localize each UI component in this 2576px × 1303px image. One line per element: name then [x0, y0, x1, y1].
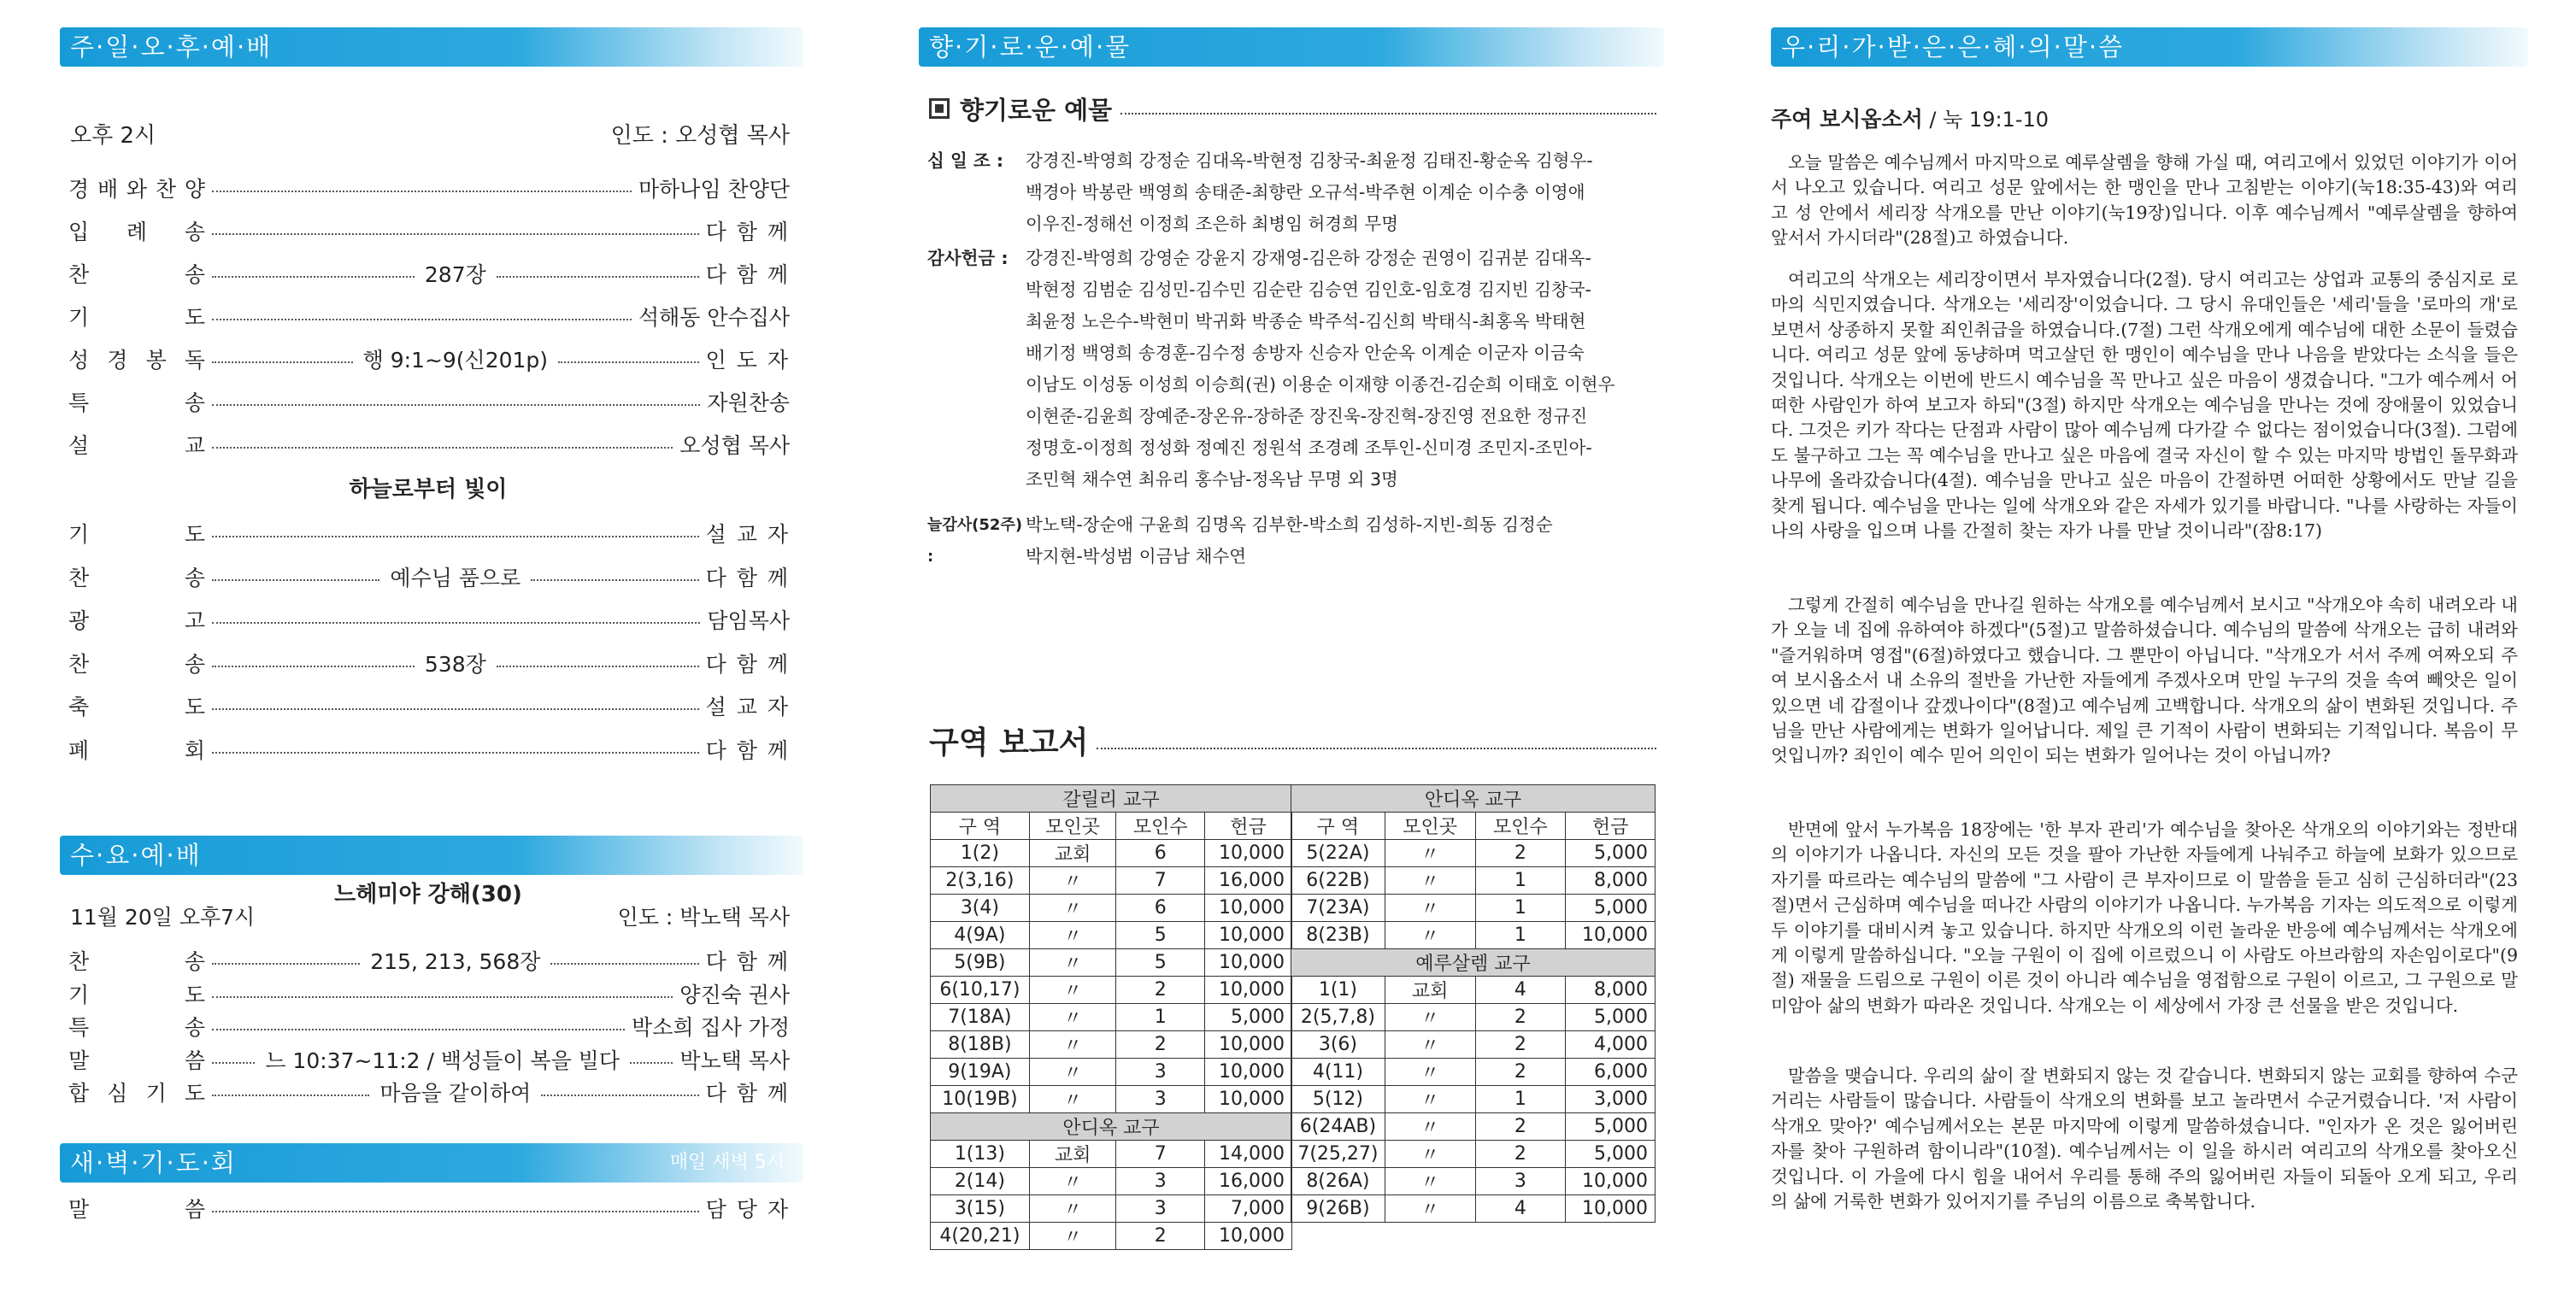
table-row: [1291, 1031, 1656, 1059]
table-cell: 〃: [1385, 1031, 1475, 1059]
table-cell: 4: [1475, 977, 1566, 1004]
square-bullet-icon: [929, 98, 950, 119]
offering-names-line: 강경진-박영희 강영순 강윤지 강재영-김은하 강정순 권영이 김귀분 김대옥-: [1026, 248, 1591, 268]
order-row: [68, 513, 790, 554]
table-cell: 〃: [1029, 1004, 1116, 1031]
table-row: [1291, 1086, 1656, 1113]
offering-names-line: 박현정 김범순 김성민-김수민 김순란 김승연 김인호-임호경 김지빈 김창국-: [1026, 279, 1591, 300]
order-item-person: 오성협 목사: [679, 433, 790, 458]
table-row: [1291, 867, 1656, 895]
order-item-detail: 마음을 같이하여: [379, 1081, 532, 1106]
order-item-label: 성 경 봉 독: [68, 348, 205, 373]
order-row: [68, 643, 790, 684]
order-row: [68, 210, 790, 251]
order-item-person: 다 함 께: [705, 738, 790, 763]
order-item-label: 찬 송: [68, 262, 205, 287]
table-cell: 3: [1116, 1086, 1205, 1113]
table-cell: 4,000: [1566, 1031, 1656, 1059]
table-cell: 5,000: [1566, 895, 1656, 922]
table-cell: 〃: [1385, 867, 1475, 895]
dotted-leader: [212, 963, 360, 965]
district-report-table-left: [930, 784, 1292, 1250]
dotted-leader: [212, 404, 700, 406]
table-cell: 3: [1116, 1195, 1205, 1223]
order-item-person: 박노택 목사: [679, 1048, 791, 1073]
table-row: [1291, 1168, 1656, 1195]
offering-names-line: 강경진-박영희 강정순 김대옥-박현정 김창국-최윤정 김태진-황순옥 김형우-: [1026, 150, 1593, 171]
table-cell: 3(4): [931, 895, 1030, 922]
order-row: [68, 167, 790, 208]
table-cell: 8(23B): [1291, 922, 1385, 949]
order-item-detail: 행 9:1~9(신201p): [362, 348, 549, 373]
table-row: [1291, 922, 1656, 949]
dotted-leader: [630, 1062, 673, 1064]
table-header-row: [1291, 813, 1656, 840]
offering-group: [927, 243, 1656, 496]
table-cell: 14,000: [1205, 1141, 1292, 1168]
dotted-leader: [212, 708, 699, 710]
dotted-leader: [212, 622, 700, 624]
dotted-leader: [212, 1029, 625, 1030]
table-cell: 10,000: [1205, 1059, 1292, 1086]
table-cell: 10,000: [1566, 1168, 1656, 1195]
order-item-person: 담임목사: [707, 608, 790, 634]
table-cell: 〃: [1029, 949, 1116, 977]
order-item-person: 인 도 자: [705, 348, 791, 373]
table-cell: 2(3,16): [931, 867, 1030, 895]
table-cell: 〃: [1385, 1141, 1475, 1168]
table-cell: 5(12): [1291, 1086, 1385, 1113]
table-cell: 10,000: [1205, 895, 1292, 922]
order-row: [68, 424, 790, 465]
table-cell: 16,000: [1205, 1168, 1292, 1195]
table-cell: 5,000: [1566, 1004, 1656, 1031]
offering-group: [927, 145, 1656, 240]
offering-group-label: 늘감사(52주) :: [927, 516, 1023, 566]
table-row: [931, 895, 1292, 922]
offering-names: [1026, 243, 1656, 496]
district-name: 안디옥 교구: [931, 1113, 1292, 1141]
order-item-label: 기 도: [68, 982, 205, 1007]
dotted-leader: [212, 579, 379, 581]
offerings-column: [919, 0, 1656, 1303]
sunday-banner-text: 주·일·오·후·예·배: [70, 32, 273, 62]
dotted-leader: [212, 319, 632, 320]
table-cell: 7(18A): [931, 1004, 1030, 1031]
table-cell: 6: [1116, 895, 1205, 922]
order-row: [68, 338, 790, 379]
table-cell: 7: [1116, 867, 1205, 895]
offering-names-line: 이우진-정해선 이정희 조은하 최병임 허경희 무명: [1026, 214, 1399, 234]
sermon-reference: / 눅 19:1-10: [1922, 108, 2050, 132]
table-cell: 6,000: [1566, 1059, 1656, 1086]
column-header: 구 역: [931, 813, 1030, 840]
table-cell: 1(2): [931, 840, 1030, 867]
sunday-sermon-subtitle: 하늘로부터 빛이: [349, 477, 508, 502]
sermon-paragraph: 여리고의 삭개오는 세리장이면서 부자였습니다(2절). 당시 여리고는 상업과 교통의 중심지로 로마의 식민지였습니다. 삭개오는 '세리장'이었습니다. 그 당시 유대인들은 '세리'들을 '로마의 개'로 보면서 상종하지 못할 죄인취급을 하였습니다.(7절) 그런 삭개오에게 예수님에 대한 소문이 들렸습니다. 여리고 성문 앞에 동냥하며 먹고살던 한 맹인이 예수님을 만나 나음을 받았다는 소식을 들은 것입니다. 삭개오는 이번에 반드시 예수님을 꼭 만나고 싶은 마음이 생겼습니다. "그가 예수께서 어떠한 사람인가 하여 보고자 하되"(3절) 하지만 삭개오는 예수님을 만나는 것에 장애물이 있었습니다. 그것은 키가 작다는 단점과 사람이 많아 예수님께 다가갈 수 없다는 점이었습니다(3절). 그럼에도 불구하고 그는 꼭 예수님을 만나고 싶은 마음에 결국 자신이 할 수 있는 마지막 방법인 돌무화과나무에 올라갔습니다(4절). 예수님을 만나고 싶은 마음이 간절하면 어떠한 상황에서도 만날 길을 찾게 됩니다. 예수님을 만나는 일에 삭개오와 같은 자세가 있기를 바랍니다. "나를 사랑하는 자들이 나의 사랑을 입으며 나를 간절히 찾는 자가 나를 만날 것이니라"(잠8:17): [1771, 269, 2518, 542]
table-cell: 6: [1116, 840, 1205, 867]
table-cell: 16,000: [1205, 867, 1292, 895]
table-cell: 10,000: [1205, 977, 1292, 1004]
order-item-person: 담 당 자: [705, 1197, 790, 1222]
sermon-title-text: 주여 보시옵소서: [1771, 107, 1923, 132]
dotted-leader: [531, 579, 698, 581]
grace-banner: [1771, 27, 2528, 67]
dotted-leader: [212, 1095, 369, 1096]
grace-banner-text: 우·리·가·받·은·은·혜·의·말·씀: [1781, 32, 2125, 62]
dotted-leader: [212, 666, 415, 667]
order-item-label: 말 씀: [68, 1197, 205, 1222]
table-cell: 〃: [1385, 840, 1475, 867]
table-cell: 〃: [1029, 1059, 1116, 1086]
sermon-column: [1771, 0, 2518, 1303]
table-cell: 〃: [1029, 922, 1116, 949]
table-cell: 〃: [1385, 922, 1475, 949]
order-item-label: 찬 송: [68, 949, 205, 974]
wednesday-leader: 인도 : 박노택 목사: [617, 905, 790, 930]
table-cell: 7(23A): [1291, 895, 1385, 922]
table-cell: 2: [1116, 977, 1205, 1004]
column-header: 헌금: [1205, 813, 1292, 840]
table-row: [931, 1195, 1292, 1223]
table-row: [931, 1004, 1292, 1031]
table-cell: 3(6): [1291, 1031, 1385, 1059]
order-row: [68, 685, 790, 726]
table-cell: 5(9B): [931, 949, 1030, 977]
table-row: [931, 977, 1292, 1004]
table-cell: 1: [1475, 867, 1566, 895]
order-row: [68, 381, 790, 422]
sermon-paragraph: 말씀을 맺습니다. 우리의 삶이 잘 변화되지 않는 것 같습니다. 변화되지 않는 교회를 향하여 수군거리는 사람들이 많습니다. 사람들이 삭개오의 변화를 보고 놀라면서 수군거렸습니다. '저 사람이 삭개오 맞아?' 예수님께서오는 본문 마지막에 이렇게 말씀하셨습니다. "인자가 온 것은 잃어버린 자를 찾아 구원하려 함이니라"(10절). 예수님께서는 이 일을 하시러 여리고의 삭개오를 찾아오신 것입니다. 이 가을에 다시 힘을 내어서 우리를 통해 주의 잃어버린 자들이 되돌아 오게 되고, 우리의 삶에 거룩한 변화가 있어지기를 주님의 이름으로 축복합니다.: [1771, 1065, 2518, 1212]
order-item-label: 경 배 와 찬 양: [68, 177, 205, 202]
offering-names-line: 정명호-이정희 정성화 정예진 정원석 조경례 조투인-신미경 조민지-조민아-: [1026, 437, 1592, 458]
order-item-person: 마하나임 찬양단: [638, 177, 790, 202]
order-row: [68, 296, 790, 337]
dotted-leader: [1097, 748, 1656, 749]
offering-group-label: 십 일 조 :: [927, 150, 1004, 171]
table-cell: 9(19A): [931, 1059, 1030, 1086]
sermon-paragraph: 그렇게 간절히 예수님을 만나길 원하는 삭개오를 예수님께서 보시고 "삭개오야 속히 내려오라 내가 오늘 네 집에 유하여야 하겠다"(5절)고 말씀하셨습니다. 예수님의 말씀에 삭개오는 급히 내려와 "즐거워하며 영접"(6절)하였다고 했습니다. 그 뿐만이 아닙니다. "삭개오가 서서 주께 여짜오되 주여 보시옵소서 내 소유의 절반을 가난한 자들에게 주겠사오며 만일 누구의 것을 속여 빼앗은 일이 있으면 네 갑절이나 갚겠나이다"(8절)고 예수님께 고백합니다. 삭개오의 삶이 변화된 것입니다. 주님을 만난 사람에게는 변화가 일어납니다. 제일 큰 기적이 사람이 변화되는 기적입니다. 복음이 무엇입니까? 죄인이 예수 믿어 의인이 되는 변화가 일어나는 것이 아닙니까?: [1771, 595, 2518, 766]
table-row: [1291, 1141, 1656, 1168]
table-cell: 6(22B): [1291, 867, 1385, 895]
table-cell: 〃: [1029, 1031, 1116, 1059]
table-cell: 5: [1116, 949, 1205, 977]
table-cell: 〃: [1385, 1004, 1475, 1031]
table-cell: 7,000: [1205, 1195, 1292, 1223]
offerings-banner: [919, 27, 1664, 67]
table-row: [1291, 895, 1656, 922]
table-cell: 교회: [1029, 1141, 1116, 1168]
wednesday-banner-text: 수·요·예·배: [70, 841, 202, 870]
order-item-person: 석해동 안수집사: [638, 305, 790, 330]
dawn-banner-text: 새·벽·기·도·회: [70, 1148, 237, 1177]
district-report-table-right: [1291, 784, 1656, 1223]
table-cell: 교회: [1029, 840, 1116, 867]
table-cell: 8,000: [1566, 867, 1656, 895]
table-cell: 10,000: [1205, 949, 1292, 977]
offering-names: [1026, 509, 1656, 572]
table-row: [931, 949, 1292, 977]
offering-names-line: 박노택-장순애 구윤희 김명옥 김부한-박소희 김성하-지빈-희동 김정순: [1026, 514, 1553, 535]
offerings-banner-text: 향·기·로·운·예·물: [929, 32, 1132, 62]
table-cell: 4: [1475, 1195, 1566, 1223]
dotted-leader: [212, 191, 632, 192]
table-cell: 3,000: [1566, 1086, 1656, 1113]
table-cell: 1: [1475, 895, 1566, 922]
table-cell: 3: [1116, 1168, 1205, 1195]
table-cell: 3: [1475, 1168, 1566, 1195]
order-item-person: 설 교 자: [705, 695, 790, 720]
order-row: [68, 729, 790, 770]
dawn-banner-time: 매일 새벽 5시: [669, 1152, 785, 1173]
table-cell: 5,000: [1566, 1141, 1656, 1168]
sermon-paragraph: 반면에 앞서 누가복음 18장에는 '한 부자 관리'가 예수님을 찾아온 삭개오의 이야기와는 정반대의 이야기가 나옵니다. 자신의 모든 것을 팔아 가난한 자들에게 나눠주고 하늘에 보화가 있으므로 자기를 따르라는 예수님의 말씀에 "그 사람이 큰 부자이므로 이 말씀을 듣고 심히 근심하더라"(23절)면서 근심하며 예수님을 떠나간 사람의 이야기가 나옵니다. 누가복음 기자는 의도적으로 이렇게 두 이야기를 대비시켜 놓고 있습니다. 하지만 삭개오의 이런 놀라운 반응에 예수님께서는 삭개오에게 이렇게 말씀하십니다. "오늘 구원이 이 집에 이르렀으니 이 사람도 아브라함의 자손임이로다"(9절) 재물을 드림으로 구원이 이른 것이 아니라 예수님을 영접함으로 구원이 이르고, 그 구원으로 말미암아 삶의 변화가 따라온 것입니다. 삭개오는 이 세상에서 가장 큰 선물을 받은 것입니다.: [1771, 819, 2518, 1016]
order-item-label: 특 송: [68, 390, 205, 415]
order-item-label: 찬 송: [68, 651, 205, 677]
order-item-label: 기 도: [68, 522, 205, 547]
table-cell: 10,000: [1205, 840, 1292, 867]
offering-names-line: 백경아 박봉란 백영희 송태준-최향란 오규석-박주현 이계순 이수충 이영애: [1026, 182, 1585, 202]
order-item-label: 찬 송: [68, 565, 205, 590]
table-cell: 〃: [1385, 1086, 1475, 1113]
district-name: 예루살렘 교구: [1291, 949, 1656, 977]
table-cell: 〃: [1385, 1195, 1475, 1223]
table-header-row: [931, 813, 1292, 840]
dawn-banner: [60, 1143, 803, 1183]
dotted-leader: [212, 276, 415, 278]
order-item-person: 다 함 께: [705, 565, 790, 590]
table-cell: 10,000: [1205, 1223, 1292, 1250]
table-row: [1291, 1195, 1656, 1223]
table-cell: 2: [1475, 840, 1566, 867]
dotted-leader: [212, 996, 673, 998]
table-cell: 8(18B): [931, 1031, 1030, 1059]
table-cell: 6(24AB): [1291, 1113, 1385, 1141]
offering-names-line: 이남도 이성동 이성희 이승희(권) 이용순 이재향 이종건-김순희 이태호 이현우: [1026, 374, 1615, 395]
table-cell: 〃: [1029, 1195, 1116, 1223]
order-item-detail: 538장: [424, 651, 486, 677]
table-row: [1291, 1004, 1656, 1031]
district-section-header: [1291, 785, 1656, 813]
table-cell: 10(19B): [931, 1086, 1030, 1113]
district-section-header: [931, 1113, 1292, 1141]
table-cell: 2: [1475, 1113, 1566, 1141]
order-row: [68, 556, 790, 597]
table-cell: 5,000: [1205, 1004, 1292, 1031]
order-item-label: 설 교: [68, 433, 205, 458]
order-item-label: 입 례 송: [68, 220, 205, 244]
order-row: [68, 1188, 790, 1229]
table-cell: 〃: [1385, 1113, 1475, 1141]
worship-column: [60, 0, 797, 1303]
table-cell: 〃: [1385, 895, 1475, 922]
table-cell: 1: [1475, 922, 1566, 949]
table-row: [931, 1031, 1292, 1059]
table-cell: 〃: [1385, 1168, 1475, 1195]
table-cell: 5,000: [1566, 1113, 1656, 1141]
table-row: [1291, 1113, 1656, 1141]
dotted-leader: [497, 666, 699, 667]
dotted-leader: [212, 1211, 699, 1212]
table-cell: 6(10,17): [931, 977, 1030, 1004]
table-cell: 2: [1475, 1141, 1566, 1168]
table-cell: 8(26A): [1291, 1168, 1385, 1195]
order-item-person: 자원찬송: [707, 390, 790, 415]
district-name: 갈릴리 교구: [931, 785, 1292, 813]
table-cell: 2(14): [931, 1168, 1030, 1195]
table-cell: 10,000: [1205, 1086, 1292, 1113]
offerings-heading: [929, 89, 1656, 128]
table-row: [931, 1223, 1292, 1250]
dotted-leader: [1120, 113, 1656, 114]
dotted-leader: [541, 1095, 698, 1096]
dotted-leader: [212, 361, 353, 363]
offering-names-line: 조민혁 채수연 최유리 홍수남-정옥남 무명 외 3명: [1026, 469, 1398, 490]
table-cell: 10,000: [1205, 1031, 1292, 1059]
offering-names: [1026, 145, 1656, 240]
table-cell: 1(13): [931, 1141, 1030, 1168]
table-row: [931, 922, 1292, 949]
table-cell: 9(26B): [1291, 1195, 1385, 1223]
table-row: [931, 1168, 1292, 1195]
order-item-detail: 느 10:37~11:2 / 백성들이 복을 빌다: [265, 1048, 620, 1073]
report-heading: [929, 716, 1656, 764]
table-cell: 5(22A): [1291, 840, 1385, 867]
order-item-person: 다 함 께: [705, 949, 791, 974]
column-header: 모인곳: [1029, 813, 1116, 840]
order-item-detail: 215, 213, 568장: [370, 949, 541, 974]
table-cell: 10,000: [1566, 922, 1656, 949]
table-cell: 1: [1116, 1004, 1205, 1031]
table-row: [931, 1086, 1292, 1113]
order-item-person: 박소희 집사 가정: [632, 1015, 790, 1040]
sunday-time: 오후 2시: [70, 123, 156, 149]
district-section-header: [1291, 949, 1656, 977]
table-cell: 5,000: [1566, 840, 1656, 867]
table-row: [1291, 840, 1656, 867]
order-row: [68, 1071, 790, 1112]
table-row: [1291, 1059, 1656, 1086]
table-cell: 1: [1475, 1086, 1566, 1113]
table-cell: 4(9A): [931, 922, 1030, 949]
column-header: 모인곳: [1385, 813, 1475, 840]
order-item-person: 다 함 께: [705, 1081, 791, 1106]
dotted-leader: [212, 1062, 255, 1064]
sermon-title: [1771, 103, 2049, 133]
order-item-label: 폐 회: [68, 738, 205, 763]
table-cell: 〃: [1385, 1059, 1475, 1086]
offering-group-label: 감사헌금 :: [927, 248, 1009, 268]
sermon-paragraph: 오늘 말씀은 예수님께서 마지막으로 예루살렘을 향해 가실 때, 여리고에서 있었던 이야기가 이어서 나오고 있습니다. 여리고 성문 앞에서는 한 맹인을 만나 고침받는 이야기(눅18:35-43)와 여리고 성 안에서 세리장 삭개오를 만난 이야기(눅19장)입니다. 이후 예수님께서 "예루살렘을 향하여 앞서서 가시더라"(28절)고 하였습니다.: [1771, 152, 2518, 249]
table-cell: 5: [1116, 922, 1205, 949]
table-cell: 2: [1475, 1004, 1566, 1031]
table-cell: 〃: [1029, 977, 1116, 1004]
table-cell: 4(11): [1291, 1059, 1385, 1086]
wednesday-time: 11월 20일 오후7시: [70, 905, 256, 930]
dotted-leader: [558, 361, 699, 363]
wednesday-banner: [60, 836, 803, 875]
column-header: 헌금: [1566, 813, 1656, 840]
table-cell: 8,000: [1566, 977, 1656, 1004]
table-cell: 〃: [1029, 1223, 1116, 1250]
table-cell: 4(20,21): [931, 1223, 1030, 1250]
column-header: 모인수: [1116, 813, 1205, 840]
district-section-header: [931, 785, 1292, 813]
table-row: [931, 867, 1292, 895]
dotted-leader: [212, 536, 699, 537]
report-heading-text: 구역 보고서: [929, 725, 1089, 760]
offering-names-line: 배기정 백영희 송경훈-김수정 송방자 신승자 안순옥 이계순 이군자 이금숙: [1026, 343, 1585, 363]
table-cell: 10,000: [1566, 1195, 1656, 1223]
table-cell: 10,000: [1205, 922, 1292, 949]
order-row: [68, 253, 790, 294]
order-item-label: 광 고: [68, 608, 205, 634]
table-cell: 2: [1475, 1059, 1566, 1086]
order-item-person: 다 함 께: [705, 220, 790, 244]
dotted-leader: [212, 447, 673, 449]
table-cell: 3(15): [931, 1195, 1030, 1223]
district-name: 안디옥 교구: [1291, 785, 1656, 813]
table-row: [931, 1141, 1292, 1168]
order-item-person: 양진숙 권사: [679, 982, 790, 1007]
table-cell: 〃: [1029, 867, 1116, 895]
offering-names-line: 이현준-김윤희 장예준-장온유-장하준 장진욱-장진혁-장진영 전요한 정규진: [1026, 406, 1588, 426]
order-item-person: 다 함 께: [705, 651, 791, 677]
dotted-leader: [550, 963, 698, 965]
table-cell: 2: [1475, 1031, 1566, 1059]
table-cell: 7: [1116, 1141, 1205, 1168]
order-item-person: 설 교 자: [705, 522, 790, 547]
order-item-label: 말 씀: [68, 1048, 205, 1073]
table-cell: 1(1): [1291, 977, 1385, 1004]
table-row: [931, 1059, 1292, 1086]
order-item-detail: 287장: [424, 262, 486, 287]
wednesday-title: 느헤미야 강해(30): [334, 882, 522, 907]
table-row: [931, 840, 1292, 867]
offering-names-line: 박지현-박성범 이금남 채수연: [1026, 546, 1247, 566]
order-item-person: 다 함 께: [705, 262, 791, 287]
table-cell: 2(5,7,8): [1291, 1004, 1385, 1031]
offering-group: [927, 509, 1656, 572]
table-row: [1291, 977, 1656, 1004]
table-cell: 교회: [1385, 977, 1475, 1004]
table-cell: 2: [1116, 1031, 1205, 1059]
sunday-leader: 인도 : 오성협 목사: [610, 123, 790, 149]
column-header: 모인수: [1475, 813, 1566, 840]
order-item-detail: 예수님 품으로: [390, 565, 521, 590]
table-cell: 3: [1116, 1059, 1205, 1086]
sunday-banner: [60, 27, 803, 67]
dotted-leader: [497, 276, 699, 278]
column-header: 구 역: [1291, 813, 1385, 840]
table-cell: 7(25,27): [1291, 1141, 1385, 1168]
order-item-label: 합 심 기 도: [68, 1081, 205, 1106]
order-item-label: 축 도: [68, 695, 205, 720]
offerings-heading-text: 향기로운 예물: [960, 95, 1113, 125]
dotted-leader: [212, 752, 699, 754]
order-item-label: 기 도: [68, 305, 205, 330]
table-cell: 2: [1116, 1223, 1205, 1250]
order-item-label: 특 송: [68, 1015, 205, 1040]
dotted-leader: [212, 233, 699, 235]
table-cell: 〃: [1029, 895, 1116, 922]
order-row: [68, 599, 790, 640]
table-cell: 〃: [1029, 1168, 1116, 1195]
offering-names-line: 최윤정 노은수-박현미 박귀화 박종순 박주석-김신희 박태식-최홍옥 박태현: [1026, 311, 1586, 332]
table-cell: 〃: [1029, 1086, 1116, 1113]
